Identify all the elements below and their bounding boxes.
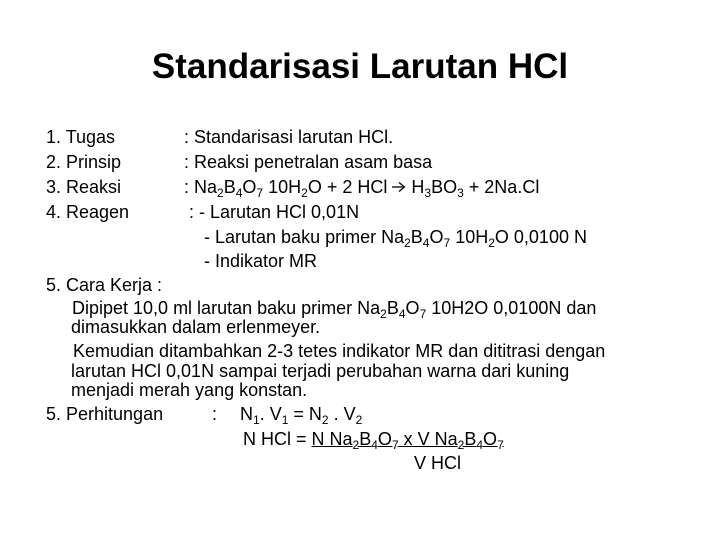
calculation-formula: N HCl = N $Na_2B_4O_7$ x V $Na_2B_4O_7$ [243,429,504,452]
procedure-step-1: Dipipet 10,0 ml larutan baku primer $Na_2B_4O_7$ 10H2O 0,0100N dan [72,298,597,321]
formula-numerator: N $Na_2B_4O_7$ x V $Na_2B_4O_7$ [311,429,504,452]
item-value-prinsip: : Reaksi penetralan asam basa [184,152,433,172]
item-label-prinsip: 2. Prinsip [46,152,122,172]
formula-denominator: V HCl [414,453,462,473]
procedure-step-2-cont-1: larutan HCl 0,01N sampai terjadi perubahan warna dari kuning [71,361,570,381]
calculation-colon: : [212,404,218,424]
reagent-line-1: : - Larutan HCl 0,01N [189,202,360,222]
item-label-reaksi: 3. Reaksi [46,177,122,197]
item-label-reagen: 4. Reagen [46,202,130,222]
calculation-equation: $N_1$. $V_1 = N_2$ . $V_2$ [240,404,363,427]
procedure-heading: 5. Cara Kerja : [46,275,163,295]
page-title: Standarisasi Larutan HCl [151,47,569,86]
procedure-step-2: Kemudian ditambahkan 2-3 tetes indikator MR dan dititrasi dengan [73,341,606,361]
item-value-tugas: : Standarisasi larutan HCl. [184,127,394,147]
reagent-line-3: - Indikator MR [204,251,318,271]
item-label-tugas: 1. Tugas [46,127,116,147]
calculation-label: 5. Perhitungan [46,404,164,424]
procedure-step-1-cont: dimasukkan dalam erlenmeyer. [71,317,321,337]
procedure-step-2-cont-2: menjadi merah yang konstan. [71,380,308,400]
reagent-line-2: - Larutan baku primer $Na_2B_4O_7$ $10H_2O$ 0,0100 N [204,227,587,250]
reaction-equation: : $Na_2B_4O_7$ $10H_2O + 2$ HCl $H_3BO_3 + 2Na.Cl$ [184,177,540,200]
arrow-right-icon [392,176,406,198]
